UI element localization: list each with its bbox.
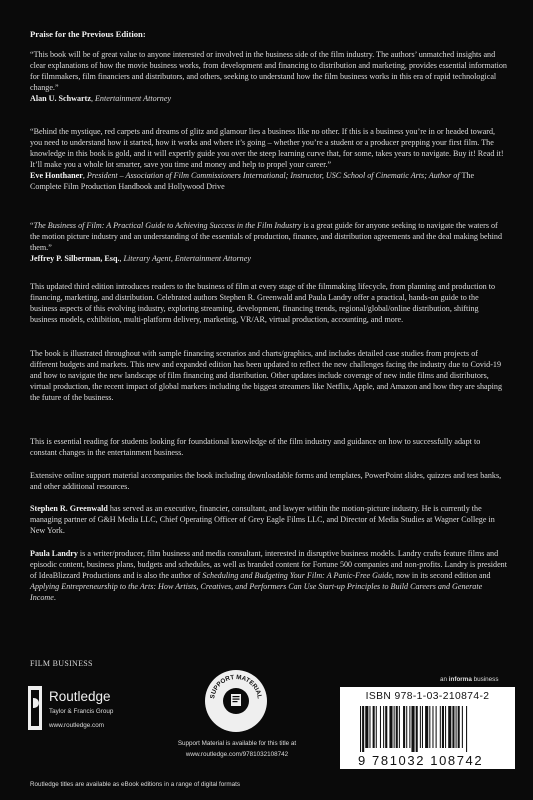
barcode-bar xyxy=(409,706,410,748)
barcode-bar xyxy=(403,706,405,748)
barcode-bar xyxy=(416,706,418,752)
quote-text: “Behind the mystique, red carpets and dreams of glitz and glamour lies a business like no other. If this is a business you’re in or headed toward, you need to understand how it started, how it works and where it’s going – whether you’re a student or a producer prepping your first film. The knowledge in this book is gold, and it will expertly guide you over the steep learning curve that, for some, takes years to navigate. Buy it! Read it! It’ll make you a whole lot smarter, save you time and money and help to propel your career.” xyxy=(30,127,504,169)
publisher-url: www.routledge.com xyxy=(49,722,104,729)
publisher-name: Routledge xyxy=(49,689,111,704)
barcode-bar xyxy=(360,706,361,752)
author-bio-greenwald xyxy=(30,504,507,537)
barcode-bar xyxy=(432,706,433,748)
barcode-bar xyxy=(422,706,423,748)
quote-attribution-books: The Complete Film Production Handbook and Hollywood Drive xyxy=(30,170,475,191)
category-label: FILM BUSINESS xyxy=(30,659,93,668)
author-bio-text: has served as an executive, financier, consultant, and lawyer within the motion-picture industry. He is currently the managing partner of G&H Media LLC, Chief Operating Officer of Grey Eagle Films LLC, and Director of Media Studies at Wagner College in New York. xyxy=(30,504,495,535)
barcode-bar xyxy=(466,706,467,752)
barcode-bar xyxy=(456,706,457,748)
description-paragraph-3: This is essential reading for students looking for foundational knowledge of the film industry and guidance on how to successfully adapt to constant changes in the entertainment business. xyxy=(30,437,481,457)
publisher-group: Taylor & Francis Group xyxy=(49,708,114,715)
author-name: Stephen R. Greenwald xyxy=(30,504,108,513)
author-bio-text: , now in its second edition and xyxy=(391,570,491,580)
author-bio-landry xyxy=(30,549,507,604)
routledge-logo-icon xyxy=(28,686,42,730)
barcode-bar xyxy=(376,706,377,748)
description-paragraph-1: This updated third edition introduces readers to the business of film at every stage of the filmmaking lifecycle, from planning and production to financing, marketing, and distribution. Celebrated authors Stephen R. Greenwald and Paula Landry offer a practical, hands-on guide to the business aspects of this evolving industry, exploring streaming, development, financing trends, regional/global/online distribution, shifting business models, exhibition, multi-platform delivery, marketing, VR/AR, virtual production, accounting, and more. xyxy=(30,282,496,324)
support-material-url: www.routledge.com/9781032108742 xyxy=(185,751,289,758)
praise-heading: Praise for the Previous Edition: xyxy=(30,29,146,39)
description-paragraph-2: The book is illustrated throughout with sample financing scenarios and charts/graphics, and includes detailed case studies from projects of different budgets and markets. This new and expanded edition has been updated to reflect the new challenges facing the industry due to Covid-19 and how to navigate the new landscape of film financing and distribution. Other updates include coverage of new indie films and distributors, virtual production, the recent impact of global markers including the biggest streamers like Netflix, Apple, and Amazon and how they are shaping the future of the business. xyxy=(30,349,503,402)
quoted-book-title: The Business of Film: A Practical Guide to Achieving Success in the Film Industry xyxy=(33,221,302,230)
quote-attribution-role: Literary Agent, Entertainment Attorney xyxy=(123,253,251,263)
barcode-bar xyxy=(440,706,441,748)
barcode-bar xyxy=(436,706,437,748)
isbn-number: ISBN 978-1-03-210874-2 xyxy=(365,691,490,702)
quote-text: “This book will be of great value to anyone interested or involved in the business side of the film industry. The authors’ unmatched insights and clear explanations of how the movie business works, from development and financing to distribution and marketing, provides essential information for filmmakers, film financiers and distributors, and others, seeking to understand how the film business works in this era of rapid technological change.” xyxy=(30,50,507,92)
author-bio-text: . xyxy=(53,592,56,602)
barcode-bar xyxy=(399,706,400,748)
barcode-bar xyxy=(365,706,368,748)
barcode-bar xyxy=(445,706,446,748)
barcode-bar xyxy=(394,706,395,748)
informa-tagline xyxy=(440,676,498,683)
barcode-bar xyxy=(362,706,364,752)
author-book-title: Scheduling and Budgeting Your Film: A Panic-Free Guide xyxy=(202,570,392,580)
support-material-note: Support Material is available for this title at xyxy=(177,740,297,747)
quote-honthaner: “Behind the mystique, red carpets and dreams of glitz and glamour lies a business like no other. If this is a business you’re in or headed toward, you need to understand how it started, how it works and where it’s going – whether you’re a student or a producer prepping your first film. The knowledge in this book is gold, and it will expertly guide you over the steep learning curve that, for some, takes years to navigate. Buy it! Read it! It’ll make you a whole lot smarter, save you time and money and help to propel your career.” Eve Honthaner, President – Association of Film Commissioners International; Instructor, USC School of Cinematic Arts; Author of The Complete Film Production Handbook and Hollywood Drive xyxy=(30,127,504,191)
isbn-barcode xyxy=(340,687,515,769)
barcode-bar xyxy=(452,706,454,748)
ebook-footnote: Routledge titles are available as eBook editions in a range of digital formats xyxy=(30,781,241,788)
barcode-bar xyxy=(383,706,384,748)
quote-attribution-role: President – Association of Film Commissioners International; Instructor, USC School of Cinematic Arts; Author of xyxy=(86,170,460,180)
informa-suffix: business xyxy=(471,676,499,683)
author-book-title: Applying Entrepreneurship to the Arts: How Artists, Creatives, and Performers Can Use Start-up Principles to Build Careers and Generate Income xyxy=(30,581,483,602)
quote-attribution-name: Jeffrey P. Silberman, Esq. xyxy=(30,253,120,263)
quote-attribution-name: Eve Honthaner xyxy=(30,170,83,180)
barcode-bar xyxy=(448,706,451,748)
barcode-digits: 9 781032 108742 xyxy=(358,753,484,768)
barcode-bar xyxy=(406,706,407,748)
support-material-badge-icon xyxy=(205,670,267,732)
barcode-bar xyxy=(462,706,463,748)
quote-attribution-role: Entertainment Attorney xyxy=(94,93,172,103)
barcode-bar xyxy=(380,706,381,748)
barcode-bar xyxy=(458,706,460,748)
barcode-bar xyxy=(389,706,392,748)
informa-brand: informa xyxy=(448,676,472,683)
barcode-bars xyxy=(360,706,495,752)
quote-attribution-name: Alan U. Schwartz xyxy=(30,93,91,103)
informa-prefix: an xyxy=(440,676,449,683)
barcode-bar xyxy=(429,706,430,748)
quote-text: is a great guide for anyone seeking to navigate the waters of the motion picture industry and an understanding of the essentials of production, finance, and distribution agreements and the deal making behind them.” xyxy=(30,221,503,252)
barcode-bar xyxy=(385,706,387,748)
barcode-bar xyxy=(420,706,421,748)
barcode-bar xyxy=(411,706,414,752)
barcode-bar xyxy=(373,706,375,748)
quote-schwartz: “This book will be of great value to anyone interested or involved in the business side of the film industry. The authors’ unmatched insights and clear explanations of how the movie business works, from development and financing to distribution and marketing, provides essential information for filmmakers, film financiers and distributors, and others, seeking to understand how the film business works in this era of rapid technological change.” Alan U. Schwartz, Entertainment Attorney xyxy=(30,50,507,103)
barcode-bar xyxy=(396,706,398,748)
author-bio-text: is a writer/producer, film business and media consultant, interested in disruptive business models. Landry crafts feature films and episodic content, business plans, budgets and schedules, as well as branded content for Fortune 500 companies and non-profits. Landry is president of IdeaBlizzard Productions and is also the author of xyxy=(30,549,507,580)
barcode-bar xyxy=(425,706,428,748)
author-name: Paula Landry xyxy=(30,549,78,558)
barcode-bar xyxy=(369,706,370,748)
description-paragraph-4: Extensive online support material accompanies the book including downloadable forms and templates, PowerPoint slides, quizzes and test banks, and other additional resources. xyxy=(30,471,502,491)
support-badge-text: SUPPORT MATERIAL xyxy=(209,673,263,700)
barcode-bar xyxy=(442,706,444,748)
quote-silberman: “The Business of Film: A Practical Guide to Achieving Success in the Film Industry is a great guide for anyone seeking to navigate the waters of the motion picture industry and an understanding of the essentials of production, finance, and distribution agreements and the deal making behind them.” Jeffrey P. Silberman, Esq., Literary Agent, Entertainment Attorney xyxy=(30,221,503,263)
